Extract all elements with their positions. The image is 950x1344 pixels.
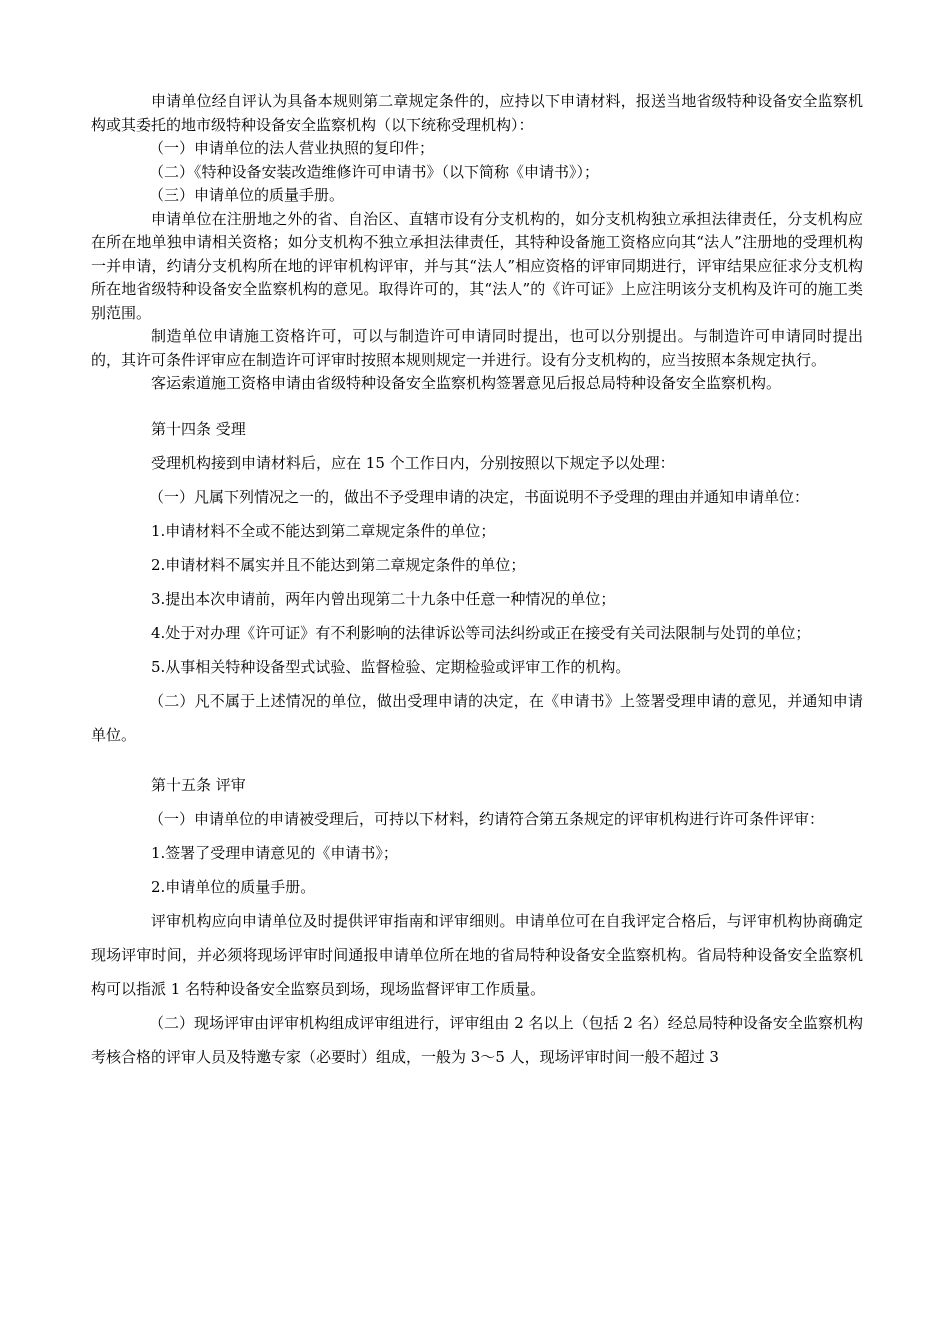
article-title: 第十四条 受理 [151,419,246,438]
intro-item: （三）申请单位的质量手册。 [149,186,345,204]
article-paragraph: （二）凡不属于上述情况的单位，做出受理申请的决定，在《申请书》上签署受理申请的意见，并通知申请单位。 [91,691,863,744]
article-15 [91,768,863,1074]
intro-item: （二）《特种设备安装改造维修许可申请书》（以下简称《申请书》）； [149,162,600,181]
article-paragraph: （一）凡属下列情况之一的，做出不予受理申请的决定，书面说明不予受理的理由并通知申请单位： [149,487,810,506]
intro-paragraph: 申请单位经自评认为具备本规则第二章规定条件的，应持以下申请材料，报送当地省级特种设备安全监察机构或其委托的地市级特种设备安全监察机构（以下统称受理机构）： [91,92,863,134]
list-item: 5.从事相关特种设备型式试验、监督检验、定期检验或评审工作的机构。 [151,657,631,676]
list-item: 4.处于对办理《许可证》有不利影响的法律诉讼等司法纠纷或正在接受有关司法限制与处罚的单位； [151,623,811,642]
intro-section [91,90,863,396]
list-item: 2.申请材料不属实并且不能达到第二章规定条件的单位； [151,555,526,574]
list-item: 1.申请材料不全或不能达到第二章规定条件的单位； [151,521,496,540]
document-page [91,90,863,1074]
article-paragraph: （二）现场评审由评审机构组成评审组进行，评审组由 2 名以上（包括 2 名）经总局特种设备安全监察机构考核合格的评审人员及特邀专家（必要时）组成，一般为 3～5 人，现场评审时间一般不超过 3 [91,1013,863,1066]
article-paragraph: 受理机构接到申请材料后，应在 15 个工作日内，分别按照以下规定予以处理： [151,453,675,472]
intro-paragraph: 客运索道施工资格申请由省级特种设备安全监察机构签署意见后报总局特种设备安全监察机构。 [151,374,782,392]
intro-paragraph: 申请单位在注册地之外的省、自治区、直辖市设有分支机构的，如分支机构独立承担法律责任，分支机构应在所在地单独申请相关资格；如分支机构不独立承担法律责任，其特种设备施工资格应向其“法人”注册地的受理机构一并申请，约请分支机构所在地的评审机构评审，并与其“法人”相应资格的评审同期进行，评审结果应征求分支机构所在地省级特种设备安全监察机构的意见。取得许可的，其“法人”的《许可证》上应注明该分支机构及许可的施工类别范围。 [91,209,863,322]
intro-item: （一）申请单位的法人营业执照的复印件； [149,139,435,157]
article-14 [91,412,863,752]
list-item: 1.签署了受理申请意见的《申请书》； [151,843,398,862]
list-item: 3.提出本次申请前，两年内曾出现第二十九条中任意一种情况的单位； [151,589,616,608]
article-paragraph: 评审机构应向申请单位及时提供评审指南和评审细则。申请单位可在自我评定合格后，与评审机构协商确定现场评审时间，并必须将现场评审时间通报申请单位所在地的省局特种设备安全监察机构。省局特种设备安全监察机构可以指派 1 名特种设备安全监察员到场，现场监督评审工作质量。 [91,911,863,998]
article-paragraph: （一）申请单位的申请被受理后，可持以下材料，约请符合第五条规定的评审机构进行许可条件评审： [149,809,825,828]
list-item: 2.申请单位的质量手册。 [151,877,316,896]
intro-paragraph: 制造单位申请施工资格许可，可以与制造许可申请同时提出，也可以分别提出。与制造许可申请同时提出的，其许可条件评审应在制造许可评审时按照本规则规定一并进行。设有分支机构的，应当按照本条规定执行。 [91,327,863,369]
article-title: 第十五条 评审 [151,775,246,794]
